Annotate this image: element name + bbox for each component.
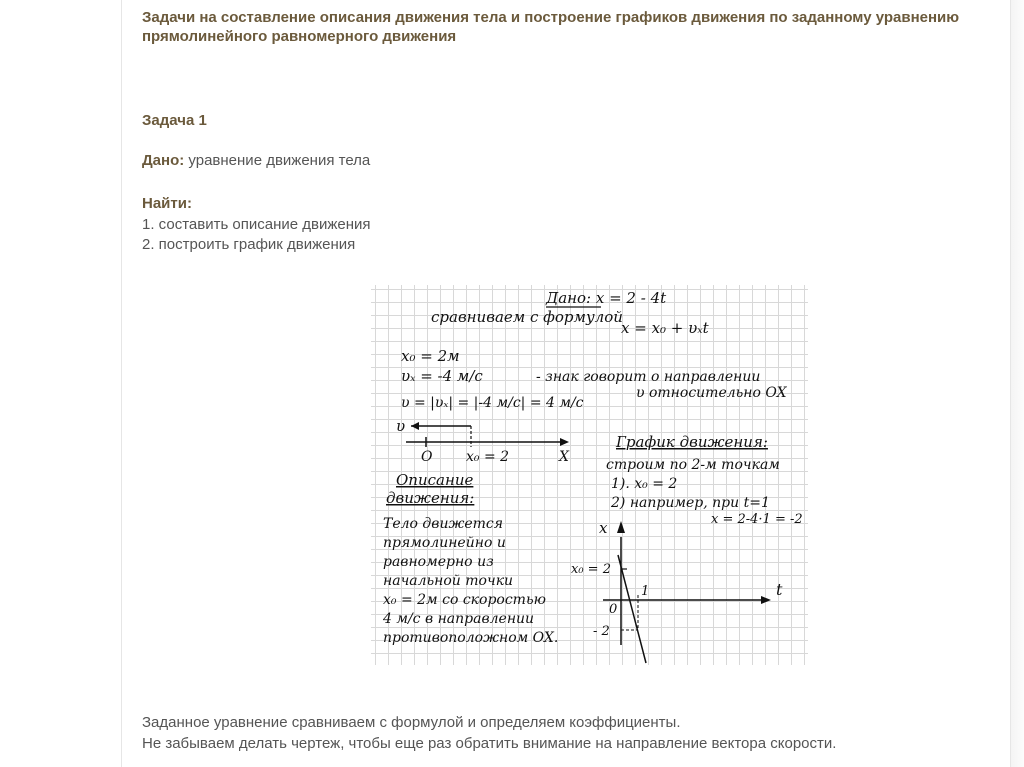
hw-desc-title-2: движения: (386, 489, 475, 507)
hw-line-compare: сравниваем с формулой (431, 308, 623, 326)
hw-line-given: Дано: x = 2 - 4t (546, 289, 667, 307)
page-title: Задачи на составление описания движения тела и построение графиков движения по заданному уравнению прямолинейного равномерного движения (142, 9, 960, 45)
find-item: 1. составить описание движения (142, 216, 371, 233)
hw-desc-line: x₀ = 2м со скоростью (383, 592, 546, 608)
hw-graph-line: строим по 2-м точкам (606, 457, 780, 473)
find-list (142, 215, 371, 255)
hw-axis-o: O (421, 449, 433, 465)
task-title: Задача 1 (142, 112, 207, 129)
hw-desc-line: прямолинейно и (383, 535, 506, 551)
hw-line-speed: υ = |υₓ| = |-4 м/с| = 4 м/с (401, 395, 584, 411)
hw-graph-axis-t: t (776, 580, 783, 599)
find-item: 2. построить график движения (142, 236, 356, 253)
hw-axis-v: υ (396, 417, 406, 435)
hw-graph-line-plot (618, 555, 646, 663)
hw-desc-title-1: Описание (396, 471, 474, 489)
footer-text (142, 712, 836, 754)
given-label: Дано: (142, 152, 185, 169)
given-text: уравнение движения тела (184, 152, 371, 169)
find-label: Найти: (142, 195, 192, 212)
footer-line: Заданное уравнение сравниваем с формулой и определяем коэффициенты. (142, 714, 681, 731)
hw-line-vx: υₓ = -4 м/с (401, 367, 483, 385)
hw-axis-x: X (559, 449, 569, 465)
hw-graph-zero: 0 (609, 602, 618, 617)
page-shadow (1011, 0, 1024, 767)
hw-graph-line: 1). x₀ = 2 (611, 476, 678, 492)
hw-line-x0: x₀ = 2м (401, 347, 460, 365)
hw-line-formula: x = x₀ + υₓt (621, 319, 709, 337)
footer-line: Не забываем делать чертеж, чтобы еще раз обратить внимание на направление вектора скорости. (142, 735, 837, 752)
hw-graph-x0: x₀ = 2 (571, 562, 611, 577)
hw-graph-line: x = 2-4·1 = -2 (711, 512, 803, 527)
hw-desc-line: противоположном OX. (383, 630, 559, 646)
hw-line-sign: - знак говорит о направлении (536, 369, 761, 385)
hw-graph-line: 2) например, при t=1 (611, 495, 770, 511)
page-border-left (121, 0, 122, 767)
hw-line-relative: υ относительно OX (636, 385, 787, 401)
hw-graph-one: 1 (641, 584, 650, 599)
given-line (142, 152, 370, 169)
hw-desc-line: Тело движется (383, 516, 504, 532)
hw-desc-line: 4 м/с в направлении (383, 611, 535, 627)
hw-desc-line: начальной точки (383, 573, 514, 589)
handwritten-solution-image (371, 285, 808, 665)
hw-desc-line: равномерно из (383, 554, 494, 570)
hw-graph-axis-x: x (599, 519, 608, 537)
hw-graph-minus2: - 2 (593, 624, 610, 639)
hw-graph-title: График движения: (616, 433, 768, 451)
hw-axis-x0: x₀ = 2 (466, 449, 510, 465)
